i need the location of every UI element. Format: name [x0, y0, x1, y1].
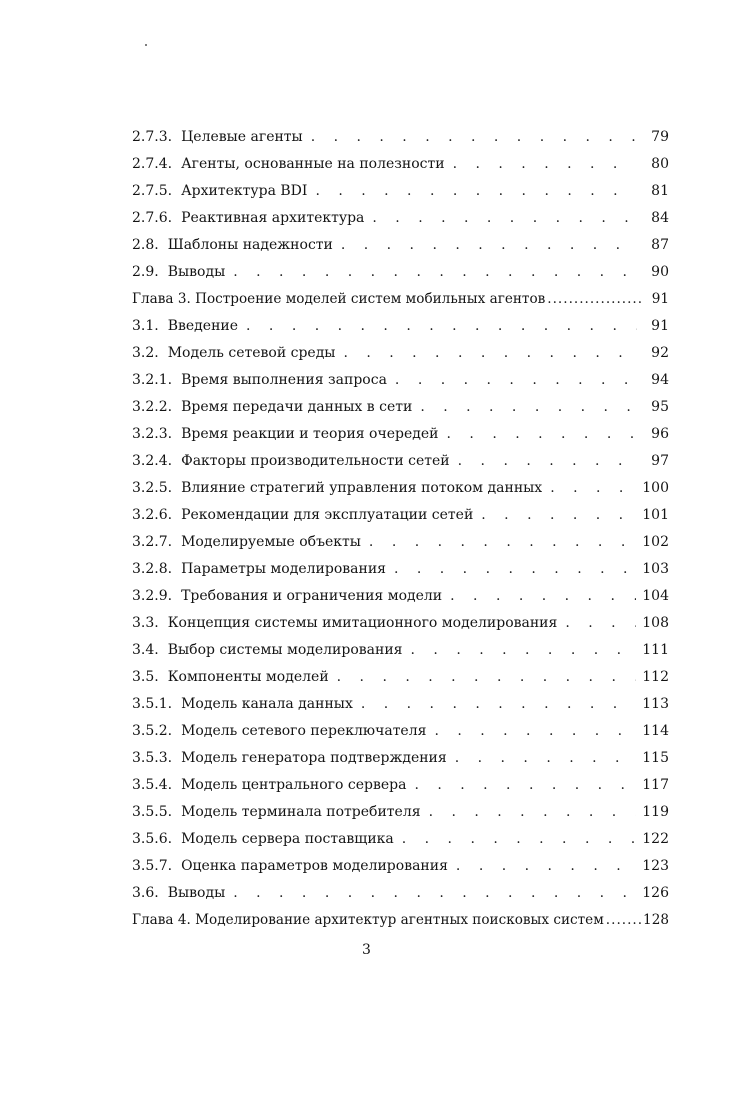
toc-entry-title: Параметры моделирования — [181, 561, 386, 577]
toc-entry — [132, 826, 669, 853]
toc-entry-page: 97 — [651, 453, 669, 469]
toc-dot-leader — [246, 313, 637, 340]
toc-dot-leader — [453, 151, 637, 178]
toc-entry — [132, 745, 669, 772]
toc-entry-page: 79 — [651, 129, 669, 145]
toc-entry-title: Модель сетевого переключателя — [181, 723, 427, 739]
toc-entry-title: Модель центрального сервера — [181, 777, 407, 793]
toc-entry-number: 3.1. — [132, 318, 159, 334]
toc-dot-leader — [311, 124, 637, 151]
toc-entry-page: 114 — [642, 723, 669, 739]
toc-entry-title: Архитектура BDI — [181, 183, 308, 199]
toc-dot-leader — [394, 556, 636, 583]
toc-dot-leader — [372, 205, 637, 232]
toc-entry — [132, 799, 669, 826]
toc-entry-title: Выводы — [167, 885, 226, 901]
toc-entry-page: 94 — [651, 372, 669, 388]
toc-entry-page: 112 — [642, 669, 669, 685]
toc-entry-page: 81 — [651, 183, 669, 199]
toc-entry — [132, 610, 669, 637]
toc-entry-title: Время выполнения запроса — [181, 372, 387, 388]
toc-entry-number: 3.6. — [132, 885, 159, 901]
toc-entry-title: Модель сетевой среды — [167, 345, 336, 361]
toc-entry-number: 3.2.2. — [132, 399, 173, 415]
toc-entry-page: 108 — [642, 615, 669, 631]
toc-entry-page: 87 — [651, 237, 669, 253]
toc-dot-leader — [547, 286, 642, 313]
toc-dot-leader — [420, 394, 637, 421]
toc-entry-number: 3.5.5. — [132, 804, 173, 820]
toc-entry — [132, 205, 669, 232]
toc-entry — [132, 421, 669, 448]
toc-entry-number: 3.5. — [132, 669, 159, 685]
toc-entry-page: 102 — [642, 534, 669, 550]
table-of-contents — [132, 124, 669, 934]
toc-entry-page: 95 — [651, 399, 669, 415]
toc-entry-title: Модель терминала потребителя — [181, 804, 421, 820]
page-number: 3 — [362, 942, 371, 958]
toc-entry — [132, 502, 669, 529]
toc-entry-page: 111 — [642, 642, 669, 658]
toc-entry — [132, 178, 669, 205]
toc-chapter-entry — [132, 286, 669, 313]
toc-dot-leader — [395, 367, 637, 394]
toc-entry-number: 3.2.1. — [132, 372, 173, 388]
toc-entry-number: 3.5.3. — [132, 750, 173, 766]
toc-dot-leader — [402, 826, 637, 853]
toc-dot-leader — [458, 448, 637, 475]
toc-dot-leader — [337, 664, 637, 691]
toc-entry-number: 2.8. — [132, 237, 159, 253]
toc-entry-page: 123 — [642, 858, 669, 874]
toc-entry-page: 119 — [642, 804, 669, 820]
toc-entry-page: 113 — [642, 696, 669, 712]
toc-entry — [132, 340, 669, 367]
toc-entry-title: Целевые агенты — [181, 129, 303, 145]
toc-entry — [132, 772, 669, 799]
toc-entry-page: 100 — [642, 480, 669, 496]
toc-entry-page: 91 — [651, 291, 669, 307]
toc-entry — [132, 637, 669, 664]
toc-entry-page: 117 — [642, 777, 669, 793]
toc-entry-number: 3.2. — [132, 345, 159, 361]
toc-entry-title: Требования и ограничения модели — [181, 588, 443, 604]
toc-entry-title: Выбор системы моделирования — [167, 642, 403, 658]
toc-dot-leader — [606, 907, 642, 934]
toc-chapter-entry — [132, 907, 669, 934]
toc-entry-title: Агенты, основанные на полезности — [181, 156, 445, 172]
toc-entry — [132, 394, 669, 421]
toc-entry — [132, 880, 669, 907]
toc-entry-number: 3.2.7. — [132, 534, 173, 550]
toc-entry-number: 3.5.6. — [132, 831, 173, 847]
toc-entry — [132, 151, 669, 178]
toc-entry-page: 115 — [642, 750, 669, 766]
toc-entry-title: Модель генератора подтверждения — [181, 750, 447, 766]
toc-entry-page: 122 — [642, 831, 669, 847]
toc-entry-page: 128 — [643, 912, 669, 928]
toc-entry-number: 3.2.6. — [132, 507, 173, 523]
toc-entry-title: Влияние стратегий управления потоком данных — [181, 480, 543, 496]
toc-dot-leader — [343, 340, 637, 367]
toc-dot-leader — [434, 718, 636, 745]
toc-entry-number: 2.7.4. — [132, 156, 173, 172]
toc-dot-leader — [233, 259, 637, 286]
toc-entry — [132, 259, 669, 286]
toc-entry-title: Время реакции и теория очередей — [181, 426, 439, 442]
toc-dot-leader — [481, 502, 636, 529]
toc-dot-leader — [315, 178, 637, 205]
toc-entry-number: 3.5.1. — [132, 696, 173, 712]
toc-dot-leader — [550, 475, 636, 502]
toc-entry — [132, 664, 669, 691]
toc-dot-leader — [429, 799, 637, 826]
toc-entry-page: 91 — [651, 318, 669, 334]
toc-entry — [132, 691, 669, 718]
toc-entry — [132, 529, 669, 556]
toc-entry — [132, 556, 669, 583]
toc-entry — [132, 475, 669, 502]
toc-entry-number: 2.7.3. — [132, 129, 173, 145]
toc-entry-number: 3.4. — [132, 642, 159, 658]
toc-entry-page: 101 — [642, 507, 669, 523]
toc-dot-leader — [450, 583, 636, 610]
toc-dot-leader — [455, 745, 637, 772]
toc-entry — [132, 583, 669, 610]
toc-entry — [132, 718, 669, 745]
scan-speck — [145, 44, 147, 46]
toc-entry-title: Рекомендации для эксплуатации сетей — [181, 507, 474, 523]
toc-entry-number: 3.5.7. — [132, 858, 173, 874]
toc-entry-number: 2.7.5. — [132, 183, 173, 199]
toc-entry — [132, 367, 669, 394]
toc-entry-title: Выводы — [167, 264, 226, 280]
toc-entry-title: Время передачи данных в сети — [181, 399, 413, 415]
toc-entry-page: 84 — [651, 210, 669, 226]
toc-entry-title: Оценка параметров моделирования — [181, 858, 448, 874]
toc-entry — [132, 448, 669, 475]
toc-entry-page: 90 — [651, 264, 669, 280]
toc-entry-title: Модель канала данных — [181, 696, 353, 712]
toc-entry — [132, 313, 669, 340]
toc-entry — [132, 232, 669, 259]
toc-dot-leader — [341, 232, 637, 259]
toc-entry-title: Факторы производительности сетей — [181, 453, 450, 469]
toc-entry-number: 3.2.4. — [132, 453, 173, 469]
toc-dot-leader — [369, 529, 636, 556]
toc-entry-title: Шаблоны надежности — [167, 237, 333, 253]
toc-entry-number: 3.5.4. — [132, 777, 173, 793]
toc-entry-title: Глава 3. Построение моделей систем мобильных агентов — [132, 291, 546, 307]
toc-dot-leader — [447, 421, 637, 448]
toc-entry — [132, 853, 669, 880]
toc-entry-number: 3.5.2. — [132, 723, 173, 739]
toc-entry-number: 3.3. — [132, 615, 159, 631]
toc-entry-title: Глава 4. Моделирование архитектур агентных поисковых систем — [132, 912, 604, 928]
toc-entry-page: 80 — [651, 156, 669, 172]
toc-dot-leader — [233, 880, 636, 907]
toc-dot-leader — [565, 610, 636, 637]
toc-entry-page: 92 — [651, 345, 669, 361]
toc-entry-title: Компоненты моделей — [167, 669, 329, 685]
toc-entry-title: Моделируемые объекты — [181, 534, 361, 550]
toc-entry-title: Реактивная архитектура — [181, 210, 365, 226]
toc-entry-number: 3.2.5. — [132, 480, 173, 496]
toc-entry-page: 103 — [642, 561, 669, 577]
toc-entry-title: Модель сервера поставщика — [181, 831, 394, 847]
toc-entry-number: 2.7.6. — [132, 210, 173, 226]
toc-dot-leader — [414, 772, 636, 799]
toc-entry-page: 104 — [642, 588, 669, 604]
toc-dot-leader — [411, 637, 637, 664]
toc-entry — [132, 124, 669, 151]
toc-entry-title: Введение — [167, 318, 239, 334]
toc-entry-page: 126 — [642, 885, 669, 901]
toc-entry-number: 2.9. — [132, 264, 159, 280]
toc-entry-number: 3.2.3. — [132, 426, 173, 442]
toc-entry-number: 3.2.9. — [132, 588, 173, 604]
toc-entry-number: 3.2.8. — [132, 561, 173, 577]
toc-dot-leader — [361, 691, 636, 718]
toc-entry-page: 96 — [651, 426, 669, 442]
toc-entry-title: Концепция системы имитационного моделирования — [167, 615, 558, 631]
toc-dot-leader — [456, 853, 636, 880]
